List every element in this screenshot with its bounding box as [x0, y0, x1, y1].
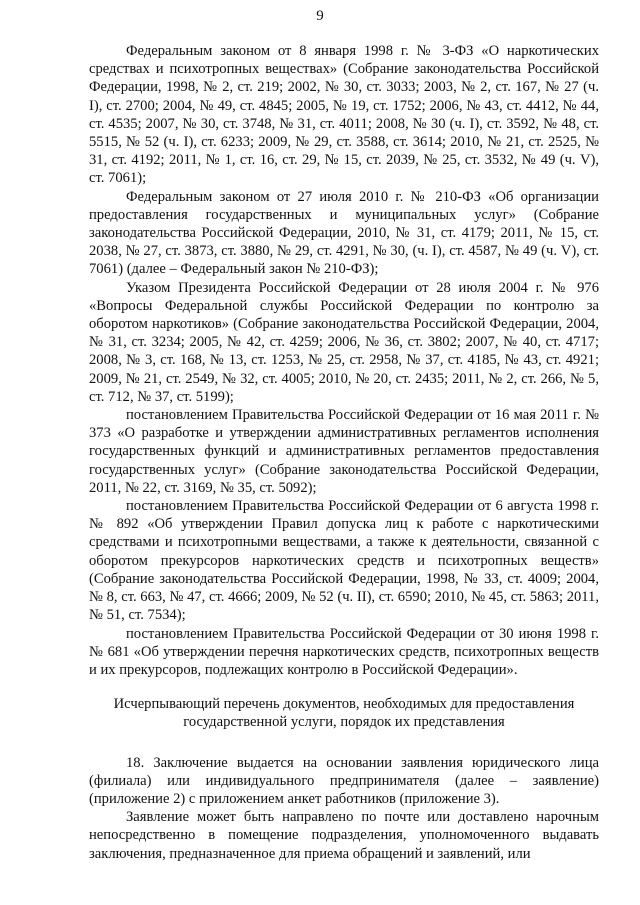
paragraph-item-18: 18. Заключение выдается на основании заявления юридического лица (филиала) или индивидуального предпринимателя (далее – заявление) (приложение 2) с приложением анкет работников (приложение 3).: [89, 754, 599, 807]
paragraph-government-resolution-373: постановлением Правительства Российской Федерации от 16 мая 2011 г. № 373 «О разработке и утверждении административных регламентов исполнения государственных функций и административных регламентов предоставления государственных услуг» (Собрание законодательства Российской Федерации, 2011, № 22, ст. 3169, № 35, ст. 5092);: [89, 407, 599, 496]
section-heading-line-2: государственной услуги, порядок их представления: [183, 714, 505, 731]
page-number: 9: [316, 8, 324, 24]
paragraph-federal-law-210fz: Федеральным законом от 27 июля 2010 г. № 210-ФЗ «Об организации предоставления государственных и муниципальных услуг» (Собрание законодательства Российской Федерации, 2010, № 31, ст. 4179; 2011, № 15, ст. 2038, № 27, ст. 3873, ст. 3880, № 29, ст. 4291, № 30, (ч. I), ст. 4587, № 49 (ч. V), ст. 7061) (далее – Федеральный закон № 210-ФЗ);: [89, 188, 599, 278]
paragraph-application-delivery: Заявление может быть направлено по почте или доставлено нарочным непосредственно в помещение подразделения, уполномоченного выдавать заключения, предназначенное для приема обращений и заявлений, или: [89, 809, 599, 862]
document-body: [89, 42, 599, 863]
paragraph-government-resolution-681: постановлением Правительства Российской Федерации от 30 июня 1998 г. № 681 «Об утверждении перечня наркотических средств, психотропных веществ и их прекурсоров, подлежащих контролю в Российской Федерации».: [89, 625, 599, 678]
section-heading-line-1: Исчерпывающий перечень документов, необходимых для предоставления: [113, 696, 575, 713]
paragraph-federal-law-3fz: Федеральным законом от 8 января 1998 г. № 3-ФЗ «О наркотических средствах и психотропных веществах» (Собрание законодательства Российской Федерации, 1998, № 2, ст. 219; 2002, № 30, ст. 3033; 2003, № 2, ст. 167, № 27 (ч. I), ст. 2700; 2004, № 49, ст. 4845; 2005, № 19, ст. 1752; 2006, № 43, ст. 4412, № 44, ст. 4535; 2007, № 30, ст. 3748, № 31, ст. 4011; 2008, № 30 (ч. I), ст. 3592, № 48, ст. 5515, № 52 (ч. I), ст. 6233; 2009, № 29, ст. 3588, ст. 3614; 2010, № 21, ст. 2525, № 31, ст. 4192; 2011, № 1, ст. 16, ст. 29, № 15, ст. 2039, № 25, ст. 3532, № 49 (ч. V), ст. 7061);: [89, 43, 599, 187]
section-heading: [89, 695, 599, 731]
paragraph-presidential-decree-976: Указом Президента Российской Федерации от 28 июля 2004 г. № 976 «Вопросы Федеральной службы Российской Федерации по контролю за оборотом наркотиков» (Собрание законодательства Российской Федерации, 2004, № 31, ст. 3234; 2005, № 42, ст. 4259; 2006, № 36, ст. 3802; 2007, № 40, ст. 4717; 2008, № 3, ст. 168, № 13, ст. 1253, № 25, ст. 2958, № 37, ст. 4185, № 43, ст. 4921; 2009, № 21, ст. 2549, № 32, ст. 4005; 2010, № 20, ст. 2435; 2011, № 2, ст. 266, № 5, ст. 712, № 37, ст. 5199);: [89, 279, 599, 405]
paragraph-government-resolution-892: постановлением Правительства Российской Федерации от 6 августа 1998 г. № 892 «Об утверждении Правил допуска лиц к работе с наркотическими средствами и психотропными веществами, а также к деятельности, связанной с оборотом прекурсоров наркотических средств и психотропных веществ» (Собрание законодательства Российской Федерации, 1998, № 33, ст. 4009; 2004, № 8, ст. 663, № 47, ст. 4666; 2009, № 52 (ч. II), ст. 6590; 2010, № 45, ст. 5863; 2011, № 51, ст. 7534);: [89, 498, 599, 624]
